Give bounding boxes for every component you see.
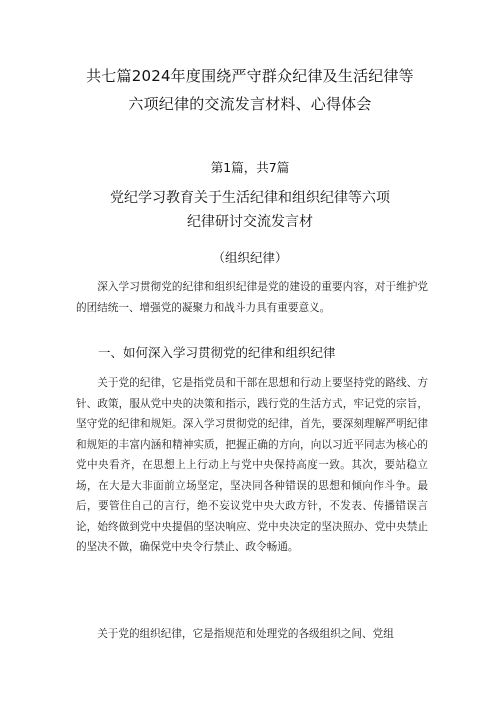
document-title — [60, 62, 440, 118]
intro-paragraph: 深入学习贯彻党的纪律和组织纪律是党的建设的重要内容，对于维护党的团结统一、增强党的凝聚力和战斗力具有重要意义。 — [76, 281, 428, 314]
section-heading: 一、如何深入学习贯彻党的纪律和组织纪律 — [98, 345, 336, 360]
article-note: （组织纪律） — [212, 250, 288, 265]
organization-paragraph: 关于党的组织纪律，它是指规范和处理党的各级组织之间、党组 — [97, 628, 394, 640]
discipline-paragraph: 关于党的纪律，它是指党员和干部在思想和行动上要坚持党的路线、方针、政策，服从党中央的决策和指示，践行党的生活方式，牢记党的宗旨，坚守党的纪律和规矩。深入学习贯彻党的纪律，首先，要深刻理解严明纪律和规矩的丰富内涵和精神实质，把握正确的方向，向以习近平同志为核心的党中央看齐，在思想上上行动上与党中央保持高度一致。其次，要站稳立场，在大是大非面前立场坚定，坚决同各种错误的思想和倾向作斗争。最后，要管住自己的言行，绝不妄议党中央大政方针，不发表、传播错误言论，始终做到党中央提倡的坚决响应、党中央决定的坚决照办、党中央禁止的坚决不做，确保党中央令行禁止、政令畅通。 — [76, 377, 428, 553]
document-title-line-2: 六项纪律的交流发言材料、心得体会 — [128, 95, 372, 113]
article-title-line-1: 党纪学习教育关于生活纪律和组织纪律等六项 — [110, 190, 390, 206]
part-label: 第1篇，共7篇 — [210, 160, 290, 175]
document-title-line-1: 共七篇2024年度围绕严守群众纪律及生活纪律等 — [86, 67, 414, 85]
article-title-line-2: 纪律研讨交流发言材 — [187, 214, 313, 230]
article-title — [70, 186, 430, 234]
